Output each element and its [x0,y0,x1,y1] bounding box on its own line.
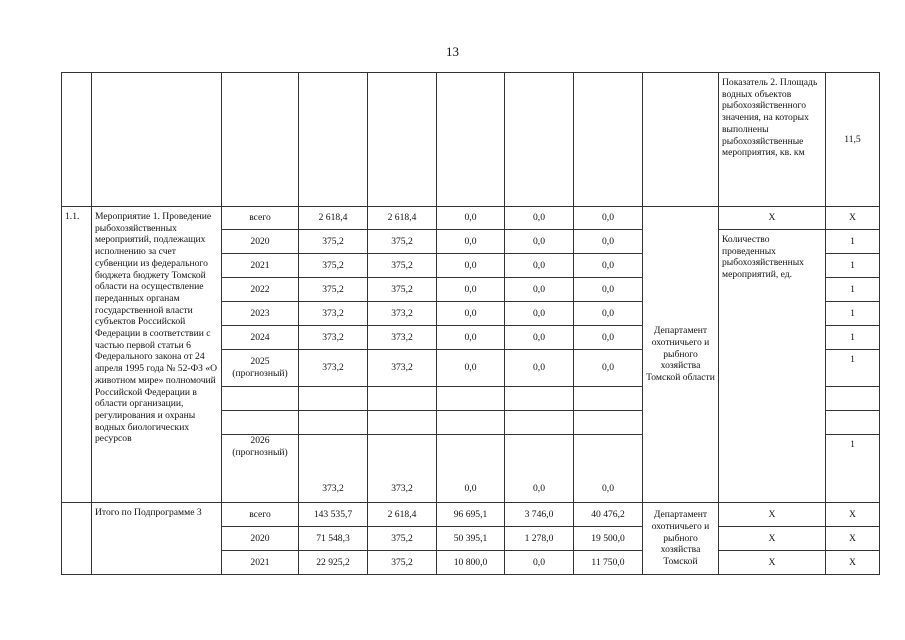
table-row: Итого по Подпрограмме 3 всего 143 535,7 2 618,4 96 695,1 3 746,0 40 476,2 Департамент охотничьего и рыбного хозяйства Томской Х Х [62,503,880,527]
table-row: 2021 375,2 375,2 0,0 0,0 0,0 1 [62,254,880,278]
responsible-executor: Департамент охотничьего и рыбного хозяйства Томской области [643,207,719,503]
table-row: 2022 375,2 375,2 0,0 0,0 0,0 1 [62,278,880,302]
subtotal-label: Итого по Подпрограмме 3 [92,503,222,575]
table-row: 2021 22 925,2 375,2 10 800,0 0,0 11 750,0 Х Х [62,551,880,575]
measure-name: Мероприятие 1. Проведение рыбохозяйственных мероприятий, подлежащих исполнению за счет субвенции из федерального бюджета бюджету Томской области на осуществление переданных органам государственной власти субъектов Российской Федерации в соответствии с частью первой статьи 6 Федерального закона от 24 апреля 1995 года № 52-ФЗ «О животном мире» полномочий Российской Федерации в области организации, регулирования и охраны водных биологических ресурсов [92,207,222,503]
measure-number: 1.1. [62,207,92,503]
indicator-x: Х [719,207,826,230]
program-table [61,72,880,575]
table-row: 2020 375,2 375,2 0,0 0,0 0,0 Количество проведенных рыбохозяйственных мероприятий, ед. 1 [62,230,880,254]
table-row: 2025 (прогнозный) 373,2 373,2 0,0 0,0 0,0 1 [62,350,880,387]
indicator-cell: Показатель 2. Площадь водных объектов рыбохозяйственного значения, на которых выполнены рыбохозяйственные мероприятия, кв. км [719,73,826,207]
table-row: 2023 373,2 373,2 0,0 0,0 0,0 1 [62,302,880,326]
table-row [62,73,880,207]
table-row: 2026 (прогнозный) 373,2 373,2 0,0 0,0 0,0 1 [62,435,880,469]
measure-indicator: Количество проведенных рыбохозяйственных мероприятий, ед. [719,230,826,503]
table-row: 2020 71 548,3 375,2 50 395,1 1 278,0 19 500,0 Х Х [62,527,880,551]
subtotal-responsible: Департамент охотничьего и рыбного хозяйства Томской [643,503,719,575]
table-row: 1.1. Мероприятие 1. Проведение рыбохозяйственных мероприятий, подлежащих исполнению за счет субвенции из федерального бюджета бюджету Томской области на осуществление переданных органам государственной власти субъектов Российской Федерации в соответствии с частью первой статьи 6 Федерального закона от 24 апреля 1995 года № 52-ФЗ «О животном мире» полномочий Российской Федерации в области организации, регулирования и охраны водных биологических ресурсов всего 2 618,4 2 618,4 0,0 0,0 0,0 Департамент охотничьего и рыбного хозяйства Томской области Х Х [62,207,880,230]
table-row: 2024 373,2 373,2 0,0 0,0 0,0 1 [62,326,880,350]
indicator-value: 11,5 [826,73,880,207]
page-number: 13 [446,44,459,59]
